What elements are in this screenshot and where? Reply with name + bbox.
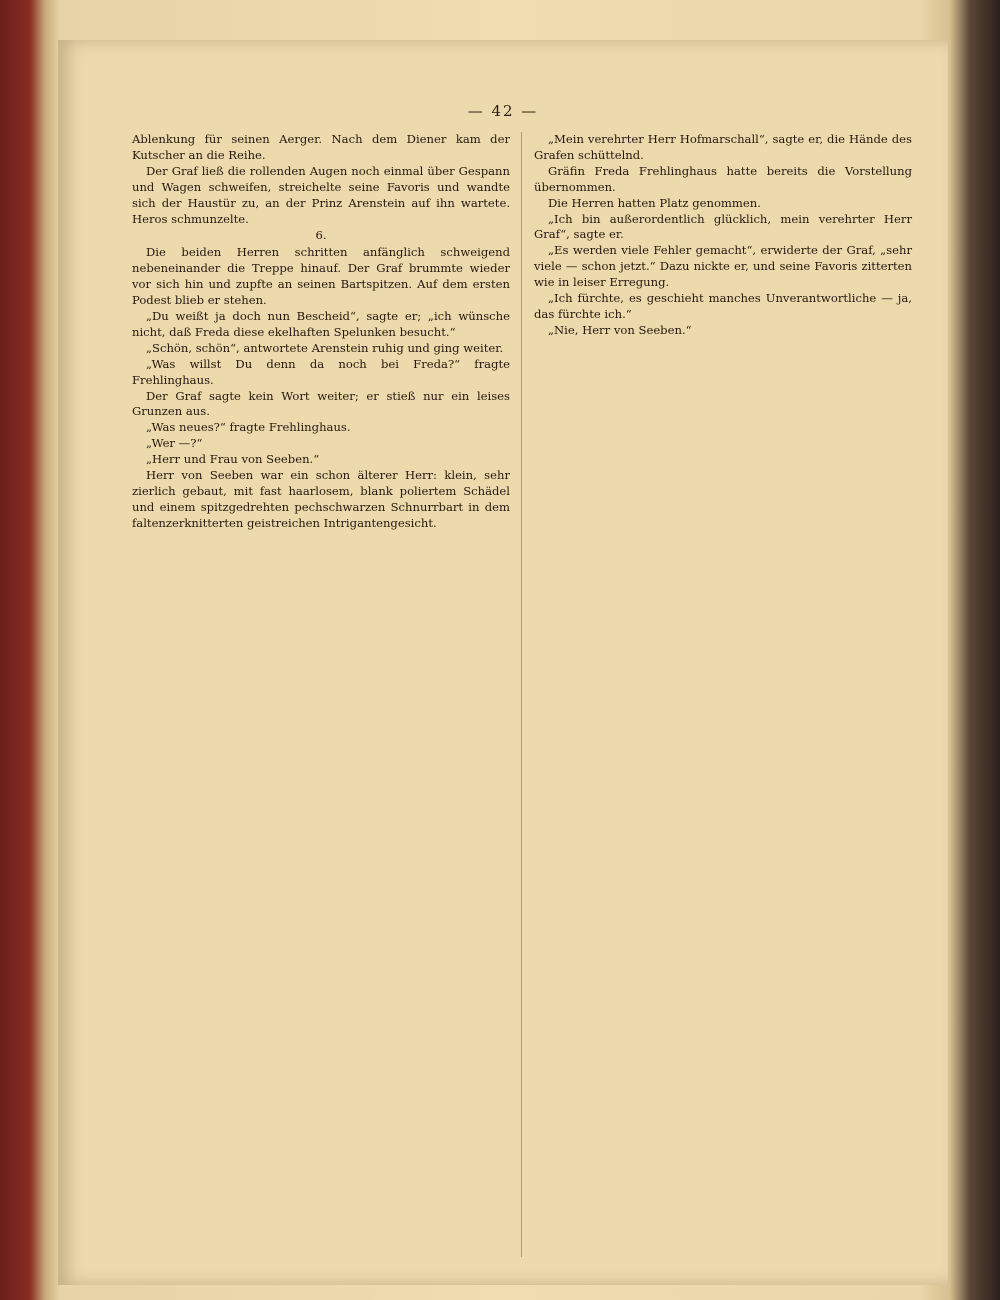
paragraph: „Ich bin außerordentlich glücklich, mein verehrter Herr Graf“, sagte er. xyxy=(534,211,912,242)
paragraph: Der Graf ließ die rollenden Augen noch einmal über Gespann und Wagen schweifen, streichelte seine Favoris und wandte sich der Haustür zu, an der Prinz Arenstein auf ihn wartete. Heros schmunzelte. xyxy=(132,163,510,226)
section-marker: 6. xyxy=(315,228,327,243)
paragraph: „Schön, schön“, antwortete Arenstein ruhig und ging weiter. xyxy=(146,340,504,355)
paragraph: Gräfin Freda Frehlinghaus hatte bereits die Vorstellung übernommen. xyxy=(534,163,912,194)
paragraph: „Was willst Du denn da noch bei Freda?“ fragte Frehlinghaus. xyxy=(132,356,510,387)
column-divider xyxy=(521,132,522,1257)
paragraph: Der Graf sagte kein Wort weiter; er stieß nur ein leises Grunzen aus. xyxy=(132,388,510,419)
paragraph: „Mein verehrter Herr Hofmarschall“, sagte er, die Hände des Grafen schüttelnd. xyxy=(534,132,912,162)
left-column xyxy=(132,132,510,532)
page-number: — 42 — xyxy=(467,102,539,120)
paragraph: „Herr und Frau von Seeben.“ xyxy=(146,452,320,467)
paragraph: „Wer —?“ xyxy=(146,436,203,451)
paragraph: „Es werden viele Fehler gemacht“, erwiderte der Graf, „sehr viele — schon jetzt.“ Dazu nickte er, und seine Favoris zitterten wie in leiser Erregung. xyxy=(534,243,912,290)
paragraph: „Du weißt ja doch nun Bescheid“, sagte er; „ich wünsche nicht, daß Freda diese ekelhaften Spelunken besucht.“ xyxy=(132,308,510,339)
paragraph: Die beiden Herren schritten anfänglich schweigend nebeneinander die Treppe hinauf. Der Graf brummte wieder vor sich hin und zupfte an seinen Bartspitzen. Auf dem ersten Podest blieb er stehen. xyxy=(132,245,510,308)
paragraph: Ablenkung für seinen Aerger. Nach dem Diener kam der Kutscher an die Reihe. xyxy=(132,132,510,162)
paragraph: „Ich fürchte, es geschieht manches Unverantwortliche — ja, das fürchte ich.“ xyxy=(534,291,912,321)
paragraph: „Was neues?“ fragte Frehlinghaus. xyxy=(146,420,351,435)
paragraph: „Nie, Herr von Seeben.“ xyxy=(548,322,692,337)
paragraph: Die Herren hatten Platz genommen. xyxy=(548,195,761,210)
book-page xyxy=(58,40,948,1285)
right-column xyxy=(534,132,912,339)
paragraph: Herr von Seeben war ein schon älterer Herr: klein, sehr zierlich gebaut, mit fast haarlosem, blank poliertem Schädel und einem spitzgedrehten pechschwarzen Schnurrbart in dem faltenzerknitterten geistreichen Intrigantengesicht. xyxy=(132,468,510,530)
